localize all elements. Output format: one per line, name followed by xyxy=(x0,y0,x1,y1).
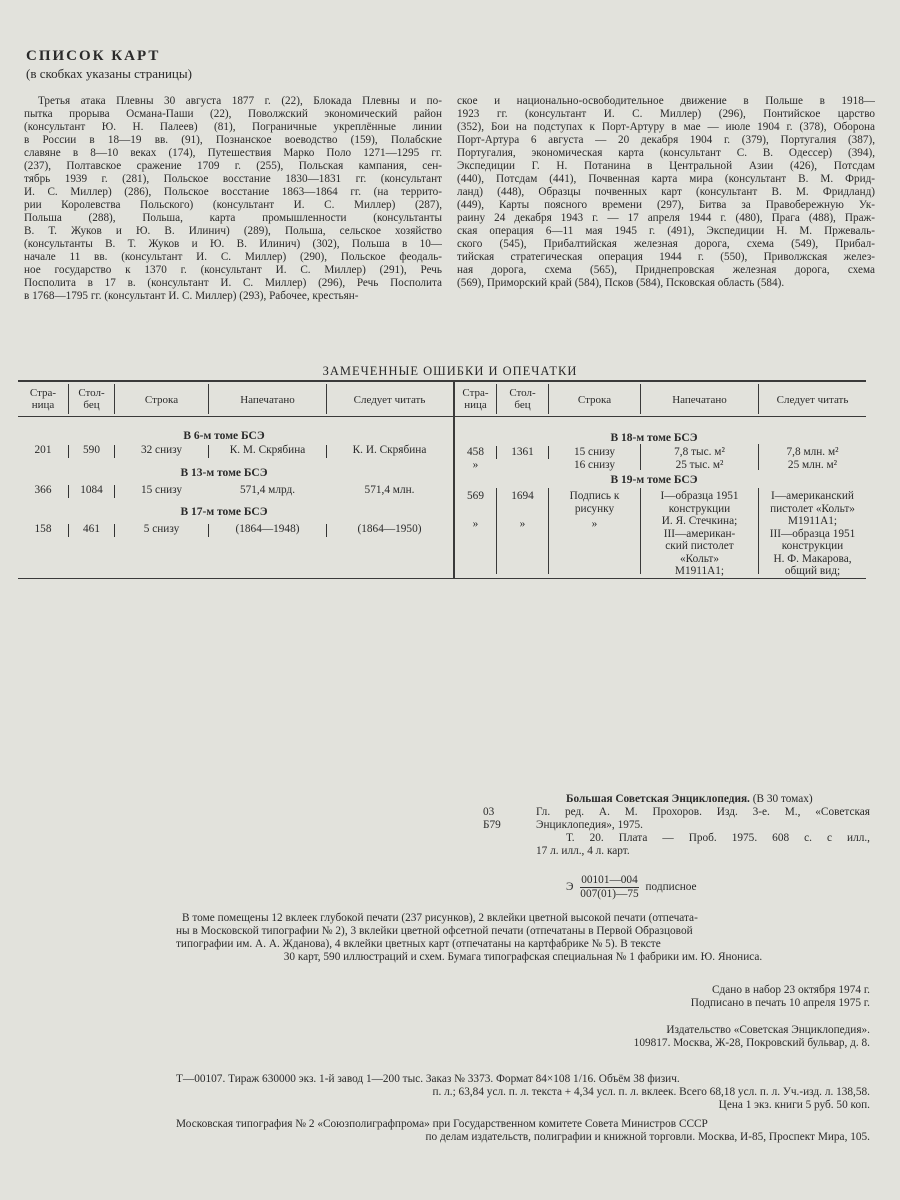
errata-top-rule xyxy=(18,380,866,382)
cell-should-read: К. И. Скрябина xyxy=(352,444,427,456)
map-list-line: ное государство к 1370 г. (консультант И. С. Миллер) (291), Речь xyxy=(24,264,442,276)
row-separator xyxy=(68,485,69,498)
errata-bottom-rule xyxy=(18,578,866,579)
inserts-note: В томе помещены 12 вклеек глубокой печати (237 рисунков), 2 вклейки цветной высокой печати (отпечата- ны в Московской типографии № 2), 3 вклейки цветной офсетной печати (отпечатаны в Первой Образцовой типографии им. А. А. Жданова), 4 вклейки цветных карт (отпечатаны на картфабрике № 5). В тексте 30 карт, 590 иллюстраций и схем. Бумага типографская специальная № 1 фабрики им. Ю. Янониса. xyxy=(176,912,763,963)
map-list-left-column xyxy=(24,95,442,303)
cell-line: Подпись к рисунку » xyxy=(569,490,620,530)
map-list-title: СПИСОК КАРТ xyxy=(26,48,161,64)
cell-page: 569 » xyxy=(467,490,484,530)
row-separator xyxy=(758,488,759,574)
map-list-line: Посполита в 17 в. (консультант И. С. Миллер) (296), Речь Посполита xyxy=(24,277,442,289)
map-list-line: начале 11 вв. (консультант И. С. Миллер) (290), Польское феодаль- xyxy=(24,251,442,263)
map-list-line: (352), Бои на подступах к Порт-Артуру в мае — июле 1904 г. (378), Оборона xyxy=(457,121,875,133)
map-list-line: славяне в 8—10 веках (174), Путешествия Марко Поло 1271—1295 гг. xyxy=(24,147,442,159)
map-list-line: (440), Потсдам (441), Почвенная карта мира (консультант В. М. Фрид- xyxy=(457,173,875,185)
bibliographic-entry: Большая Советская Энциклопедия. (В 30 томах) Гл. ред. А. М. Прохоров. Изд. 3-е. М., «Советская Энциклопедия», 1975. Т. 20. Плата — Проб. 1975. 608 с. с илл., 17 л. илл., 4 л. карт. xyxy=(536,793,870,857)
print-run-details: Т—00107. Тираж 630000 экз. 1-й завод 1—200 тыс. Заказ № 3373. Формат 84×108 1/16. Объём 38 физич. п. л.; 63,84 усл. п. л. текста + 4,34 усл. п. л. вклеек. Всего 68,18 усл. п. л. Уч.-изд. л. 138,58. Цена 1 экз. книги 5 руб. 50 коп. xyxy=(176,1073,870,1111)
header-page: Стра- ница xyxy=(462,387,489,411)
publisher-address: Издательство «Советская Энциклопедия». 109817. Москва, Ж-28, Покровский бульвар, д. 8. xyxy=(633,1024,870,1049)
volume-heading: В 6-м томе БСЭ xyxy=(183,430,265,442)
header-column: Стол- бец xyxy=(509,387,536,411)
map-list-line: Польша (288), Польша, карта промышленности (консультанты xyxy=(24,212,442,224)
cell-line: 15 снизу 16 снизу xyxy=(573,446,616,471)
row-separator xyxy=(114,485,115,498)
map-list-line: раину 24 декабря 1943 г. — 17 апреля 1944 г. (480), Прага (488), Праж- xyxy=(457,212,875,224)
row-separator xyxy=(640,444,641,470)
volume-heading: В 19-м томе БСЭ xyxy=(610,474,698,486)
map-list-line: в России в 18—19 вв. (91), Познанское воеводство (159), Полабские xyxy=(24,134,442,146)
row-separator xyxy=(496,446,497,459)
cell-column: 1694 » xyxy=(511,490,534,530)
header-printed: Напечатано xyxy=(672,394,727,406)
row-separator xyxy=(496,488,497,574)
row-separator xyxy=(548,488,549,574)
print-dates: Сдано в набор 23 октября 1974 г. Подписано в печать 10 апреля 1975 г. xyxy=(690,984,870,1009)
map-list-line: В. Т. Жуков и Ю. В. Илинич) (289), Польша, сельское хозяйство xyxy=(24,225,442,237)
map-list-line: Португалия, экономическая карта (консультант С. В. Одессер) (394), xyxy=(457,147,875,159)
header-should-read: Следует читать xyxy=(776,394,849,406)
header-line: Строка xyxy=(577,394,612,406)
cell-should-read: 571,4 млн. xyxy=(364,484,415,496)
bbk-code: 03 Б79 xyxy=(483,806,501,831)
map-list-line: рии Королевства Польского) (консультант И. С. Миллер) (287), xyxy=(24,199,442,211)
map-list-line: ского (545), Прибалтийская железная дорога, схема (549), Прибал- xyxy=(457,238,875,250)
cell-printed: I—образца 1951 конструкции И. Я. Стечкина; III—американ- ский пистолет «Кольт» M1911A1; xyxy=(660,490,739,577)
cell-line: 15 снизу xyxy=(140,484,183,496)
errata-header-rule xyxy=(18,416,866,417)
cell-column: 461 xyxy=(83,523,100,535)
row-separator xyxy=(114,524,115,537)
row-separator xyxy=(548,446,549,459)
header-printed: Напечатано xyxy=(240,394,295,406)
map-list-line: (консультант Ю. Н. Палеев) (81), Пограничные укреплённые линии xyxy=(24,121,442,133)
row-separator xyxy=(758,444,759,470)
map-list-line: И. С. Миллер) (286), Польское восстание 1863—1864 гг. (на террито- xyxy=(24,186,442,198)
row-separator xyxy=(326,524,327,537)
row-separator xyxy=(68,445,69,458)
cell-page: 201 xyxy=(34,444,52,456)
map-list-line: (569), Приморский край (584), Псков (584), Псковская область (584). xyxy=(457,277,785,289)
header-column: Стол- бец xyxy=(78,387,105,411)
map-list-line: (консультанты В. Т. Жуков и Ю. В. Илинич) (302), Польша в 10— xyxy=(24,238,442,250)
map-list-line: ское и национально-освободительное движение в Польше в 1918— xyxy=(457,95,875,107)
cell-printed: 7,8 тыс. м² 25 тыс. м² xyxy=(674,446,725,471)
map-list-line: Экспедиции Г. Н. Потанина в Центральной Азии (426), Потсдам xyxy=(457,160,875,172)
row-separator xyxy=(208,445,209,458)
map-list-line: пытка прорыва Османа-Паши (22), Поволжский экономический район xyxy=(24,108,442,120)
cell-line: 32 снизу xyxy=(140,444,183,456)
map-list-line: ная дорога, схема (565), Приднепровская железная дорога, схема xyxy=(457,264,875,276)
row-separator xyxy=(114,445,115,458)
row-separator xyxy=(326,445,327,458)
row-separator xyxy=(208,524,209,537)
cell-page: 458 » xyxy=(467,446,484,471)
header-line: Строка xyxy=(144,394,179,406)
map-list-line: (449), Карты поясного времени (297), Битва за Правобережную Ук- xyxy=(457,199,875,211)
map-list-line: Третья атака Плевны 30 августа 1877 г. (22), Блокада Плевны и по- xyxy=(38,95,442,107)
row-separator xyxy=(68,524,69,537)
map-list-line: 1923 гг. (консультант И. С. Миллер) (296), Понтийское царство xyxy=(457,108,875,120)
cell-page: 366 xyxy=(34,484,52,496)
row-separator xyxy=(640,488,641,574)
map-list-line: Порт-Артура 6 августа — 20 декабря 1904 г. (379), Португалия (387), xyxy=(457,134,875,146)
index-fraction: Э $\frac{00101—004}{007(01)—75}$ подписное xyxy=(566,874,697,900)
map-list-line: ланд) (448), Образцы почвенных карт (консультант В. М. Фридланд) xyxy=(457,186,875,198)
map-list-right-column xyxy=(457,95,875,290)
volume-heading: В 18-м томе БСЭ xyxy=(610,432,698,444)
cell-printed: (1864—1948) xyxy=(235,523,300,535)
cell-column: 590 xyxy=(83,444,100,456)
map-list-line: тийская стратегическая операция 1944 г. (550), Приволжская желез- xyxy=(457,251,875,263)
map-list-subtitle: (в скобках указаны страницы) xyxy=(26,66,192,81)
map-list-line: в 1768—1795 гг. (консультант И. С. Миллер) (293), Рабочее, крестьян- xyxy=(24,290,359,302)
header-page: Стра- ница xyxy=(29,387,57,411)
cell-should-read: I—американский пистолет «Кольт» M1911A1; III—образца 1951 конструкции Н. Ф. Макарова, общий вид; xyxy=(769,490,856,577)
cell-line: 5 снизу xyxy=(143,523,180,535)
cell-printed: 571,4 млрд. xyxy=(239,484,296,496)
cell-printed: К. М. Скрябина xyxy=(229,444,306,456)
errata-title: ЗАМЕЧЕННЫЕ ОШИБКИ И ОПЕЧАТКИ xyxy=(322,364,578,378)
cell-page: 158 xyxy=(34,523,52,535)
map-list-line: ская операция 6—11 мая 1945 г. (491), Экспедиции Н. М. Пржеваль- xyxy=(457,225,875,237)
volume-heading: В 17-м томе БСЭ xyxy=(180,506,268,518)
printer-details: Московская типография № 2 «Союзполиграфпрома» при Государственном комитете Совета Министров СССР по делам издательств, полиграфии и книжной торговли. Москва, И-85, Проспект Мира, 105. xyxy=(176,1118,870,1143)
volume-heading: В 13-м томе БСЭ xyxy=(180,467,268,479)
map-list-line: (237), Полтавское сражение 1709 г. (255), Польская кампания, сен- xyxy=(24,160,442,172)
cell-should-read: 7,8 млн. м² 25 млн. м² xyxy=(786,446,839,471)
cell-should-read: (1864—1950) xyxy=(357,523,422,535)
header-should-read: Следует читать xyxy=(353,394,426,406)
cell-column: 1084 xyxy=(80,484,103,496)
cell-column: 1361 xyxy=(511,446,534,458)
map-list-line: тябрь 1939 г. (281), Польское восстание 1830—1831 гг. (консультант xyxy=(24,173,442,185)
